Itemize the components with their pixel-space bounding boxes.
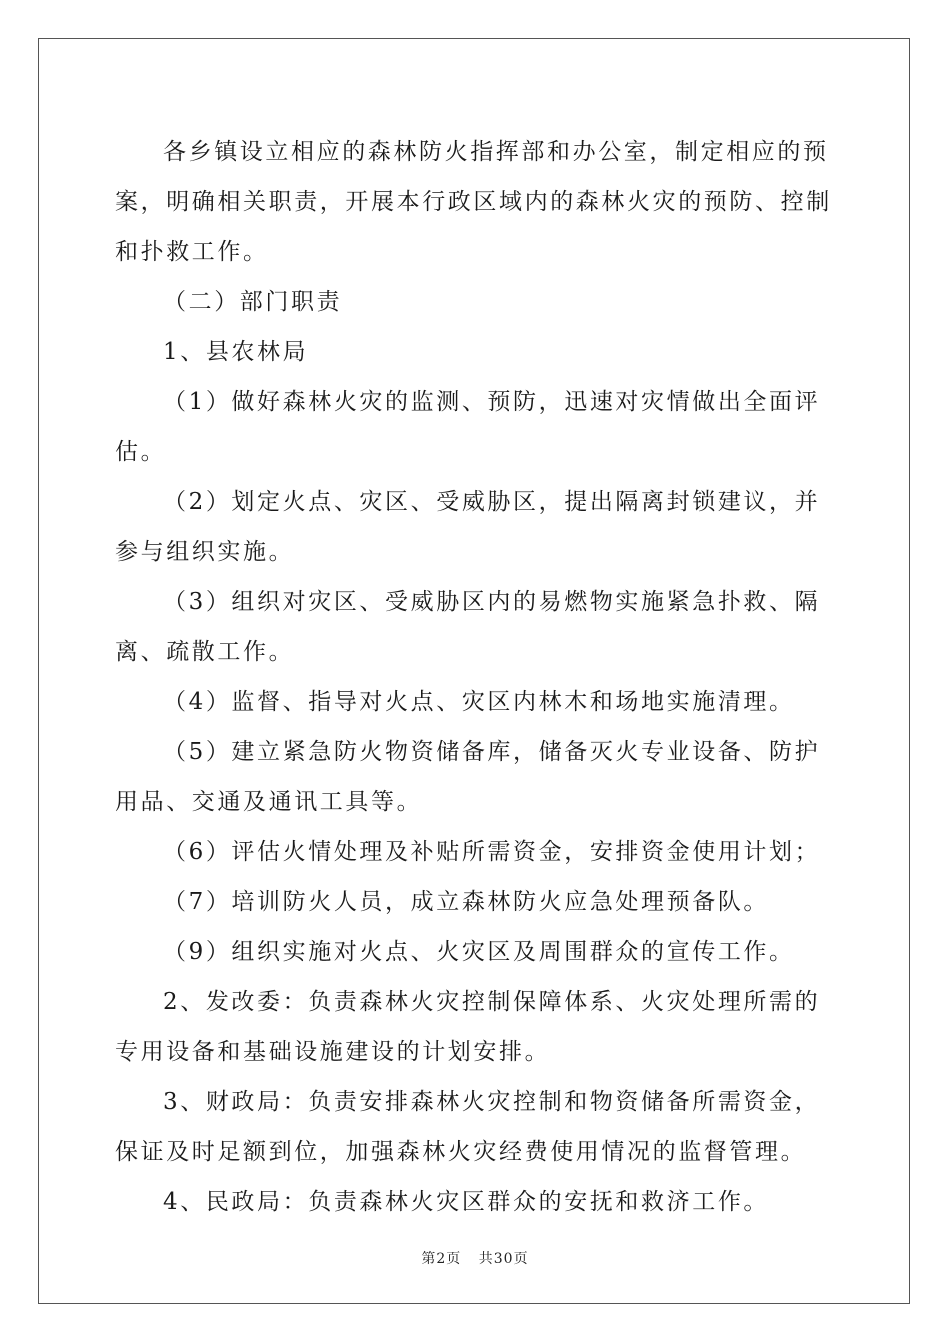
list-item-2: （2）划定火点、灾区、受威胁区，提出隔离封锁建议，并参与组织实施。 bbox=[115, 489, 821, 565]
list-item-5: （5）建立紧急防火物资储备库，储备灭火专业设备、防护用品、交通及通讯工具等。 bbox=[115, 739, 821, 815]
paragraph-civil-affairs: 4、民政局：负责森林火灾区群众的安抚和救济工作。 bbox=[163, 1189, 770, 1215]
list-item-4: （4）监督、指导对火点、灾区内林木和场地实施清理。 bbox=[163, 689, 795, 715]
paragraph-township-duties: 各乡镇设立相应的森林防火指挥部和办公室，制定相应的预案，明确相关职责，开展本行政区域内的森林火灾的预防、控制和扑救工作。 bbox=[115, 139, 832, 265]
list-item-6: （6）评估火情处理及补贴所需资金，安排资金使用计划； bbox=[163, 839, 821, 865]
page-number: 第2页 bbox=[421, 1251, 462, 1267]
section-heading-department-duties: （二）部门职责 bbox=[163, 289, 343, 315]
list-item-9: （9）组织实施对火点、火灾区及周围群众的宣传工作。 bbox=[163, 939, 795, 965]
list-item-1: （1）做好森林火灾的监测、预防，迅速对灾情做出全面评估。 bbox=[115, 389, 821, 465]
list-item-3: （3）组织对灾区、受威胁区内的易燃物实施紧急扑救、隔离、疏散工作。 bbox=[115, 589, 821, 665]
page-footer bbox=[0, 1248, 950, 1268]
document-body bbox=[115, 127, 835, 1227]
paragraph-finance-bureau: 3、财政局：负责安排森林火灾控制和物资储备所需资金，保证及时足额到位，加强森林火灾经费使用情况的监督管理。 bbox=[115, 1089, 821, 1165]
subheading-county-agriculture-forestry: 1、县农林局 bbox=[163, 339, 309, 365]
paragraph-development-reform: 2、发改委：负责森林火灾控制保障体系、火灾处理所需的专用设备和基础设施建设的计划安排。 bbox=[115, 989, 821, 1065]
total-pages: 共30页 bbox=[478, 1251, 529, 1267]
list-item-7: （7）培训防火人员，成立森林防火应急处理预备队。 bbox=[163, 889, 770, 915]
